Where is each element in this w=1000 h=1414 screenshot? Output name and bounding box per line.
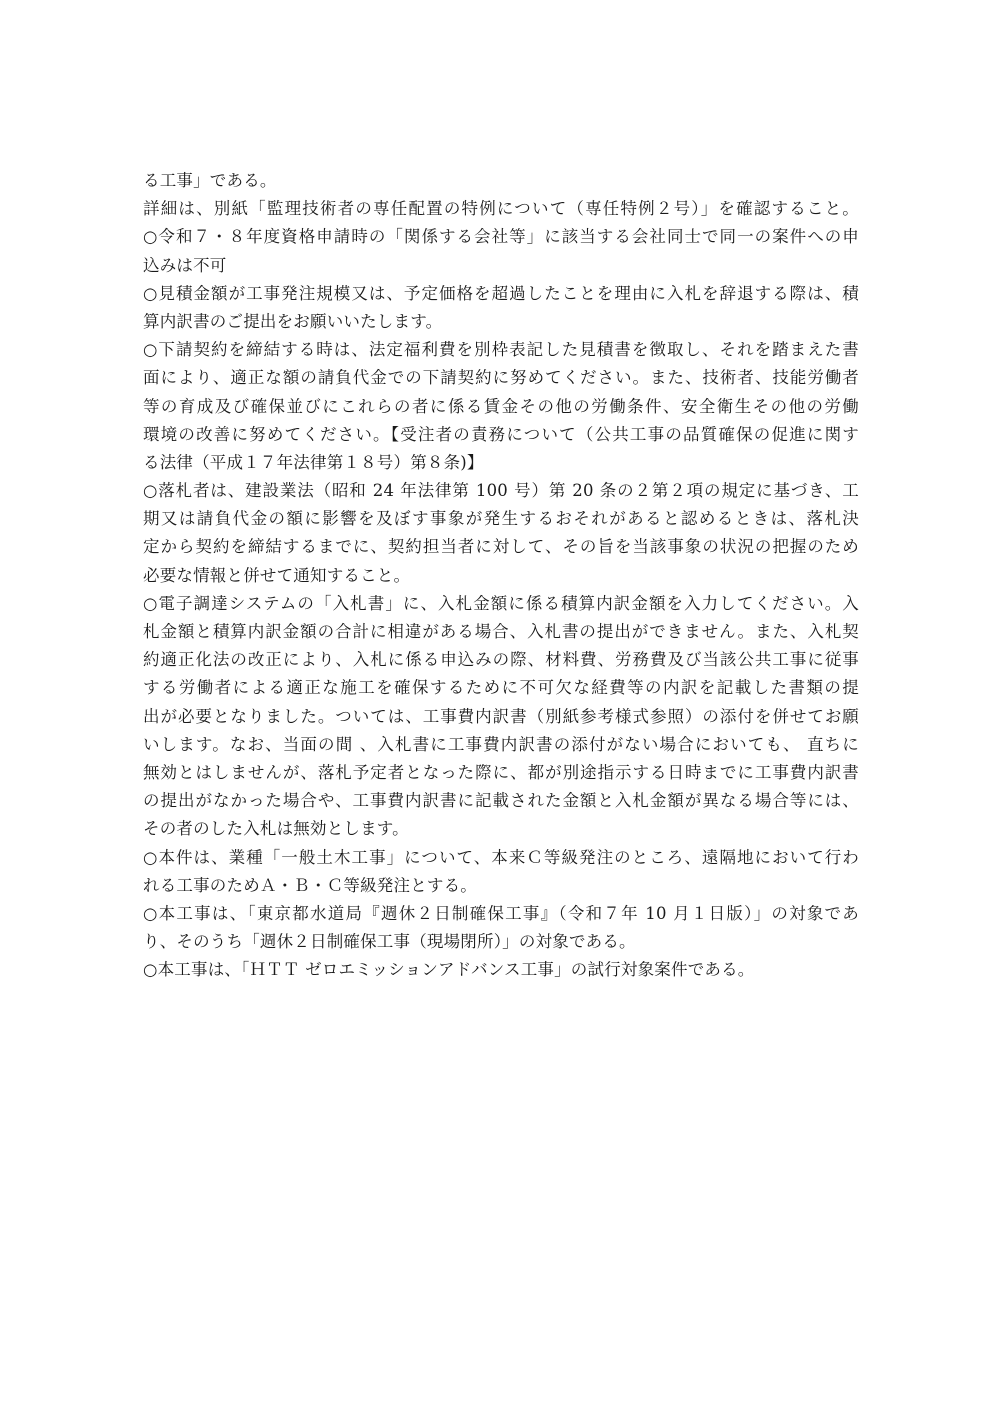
text-line: 出が必要となりました。ついては、工事費内訳書（別紙参考様式参照）の添付を併せてお願 (143, 706, 859, 726)
text-line: その者のした入札は無効とします。 (143, 819, 409, 839)
text-line: する労働者による適正な施工を確保するために不可欠な経費等の内訳を記載した書類の提 (143, 678, 859, 698)
text-line: ○落札者は、建設業法（昭和 24 年法律第 100 号）第 20 条の２第２項の規定に基づき、工 (143, 481, 859, 501)
text-line: ○令和７・８年度資格申請時の「関係する会社等」に該当する会社同士で同一の案件への申 (143, 227, 859, 247)
text-line: 約適正化法の改正により、入札に係る申込みの際、材料費、労務費及び当該公共工事に従事 (143, 650, 859, 670)
text-line: いします。なお、当面の間 、入札書に工事費内訳書の添付がない場合においても、 直ちに (143, 734, 859, 754)
text-line: り、そのうち「週休２日制確保工事（現場閉所）」の対象である。 (143, 932, 636, 952)
document-body (143, 167, 859, 984)
text-line: 期又は請負代金の額に影響を及ぼす事象が発生するおそれがあると認めるときは、落札決 (143, 509, 859, 529)
text-line: ○見積金額が工事発注規模又は、予定価格を超過したことを理由に入札を辞退する際は、積 (143, 283, 859, 303)
text-line: ○下請契約を締結する時は、法定福利費を別枠表記した見積書を徴取し、それを踏まえた書 (143, 340, 859, 360)
text-line: 必要な情報と併せて通知すること。 (143, 565, 411, 585)
text-line: れる工事のためＡ・Ｂ・Ｃ等級発注とする。 (143, 875, 477, 895)
text-line: 札金額と積算内訳金額の合計に相違がある場合、入札書の提出ができません。また、入札契 (143, 622, 859, 641)
text-line: る法律（平成１７年法律第１８号）第８条)】 (143, 452, 484, 472)
text-line: 環境の改善に努めてください。【受注者の責務について（公共工事の品質確保の促進に関す (143, 424, 859, 444)
text-line: 込みは不可 (143, 255, 227, 275)
text-line: 面により、適正な額の請負代金での下請契約に努めてください。また、技術者、技能労働者 (143, 368, 859, 388)
text-line: 無効とはしませんが、落札予定者となった際に、都が別途指示する日時までに工事費内訳書 (143, 762, 859, 782)
text-line: 定から契約を締結するまでに、契約担当者に対して、その旨を当該事象の状況の把握のため (143, 537, 859, 557)
text-line: ○電子調達システムの「入札書」に、入札金額に係る積算内訳金額を入力してください。入 (143, 593, 859, 613)
text-line: る工事」である。 (143, 171, 277, 190)
text-line: ○本工事は、「東京都水道局『週休２日制確保工事』（令和７年 10 月１日版）」の対象であ (143, 903, 859, 923)
text-line: ○本件は、業種「一般土木工事」について、本来Ｃ等級発注のところ、遠隔地において行わ (143, 847, 859, 867)
text-line: 算内訳書のご提出をお願いいたします。 (143, 311, 443, 331)
text-line: の提出がなかった場合や、工事費内訳書に記載された金額と入札金額が異なる場合等には、 (143, 791, 859, 811)
text-line: 詳細は、別紙「監理技術者の専任配置の特例について（専任特例２号）」を確認すること。 (143, 199, 859, 219)
text-line: ○本工事は、「ＨＴＴ ゼロエミッションアドバンス工事」の試行対象案件である。 (143, 960, 755, 980)
text-line: 等の育成及び確保並びにこれらの者に係る賃金その他の労働条件、安全衛生その他の労働 (143, 396, 859, 416)
